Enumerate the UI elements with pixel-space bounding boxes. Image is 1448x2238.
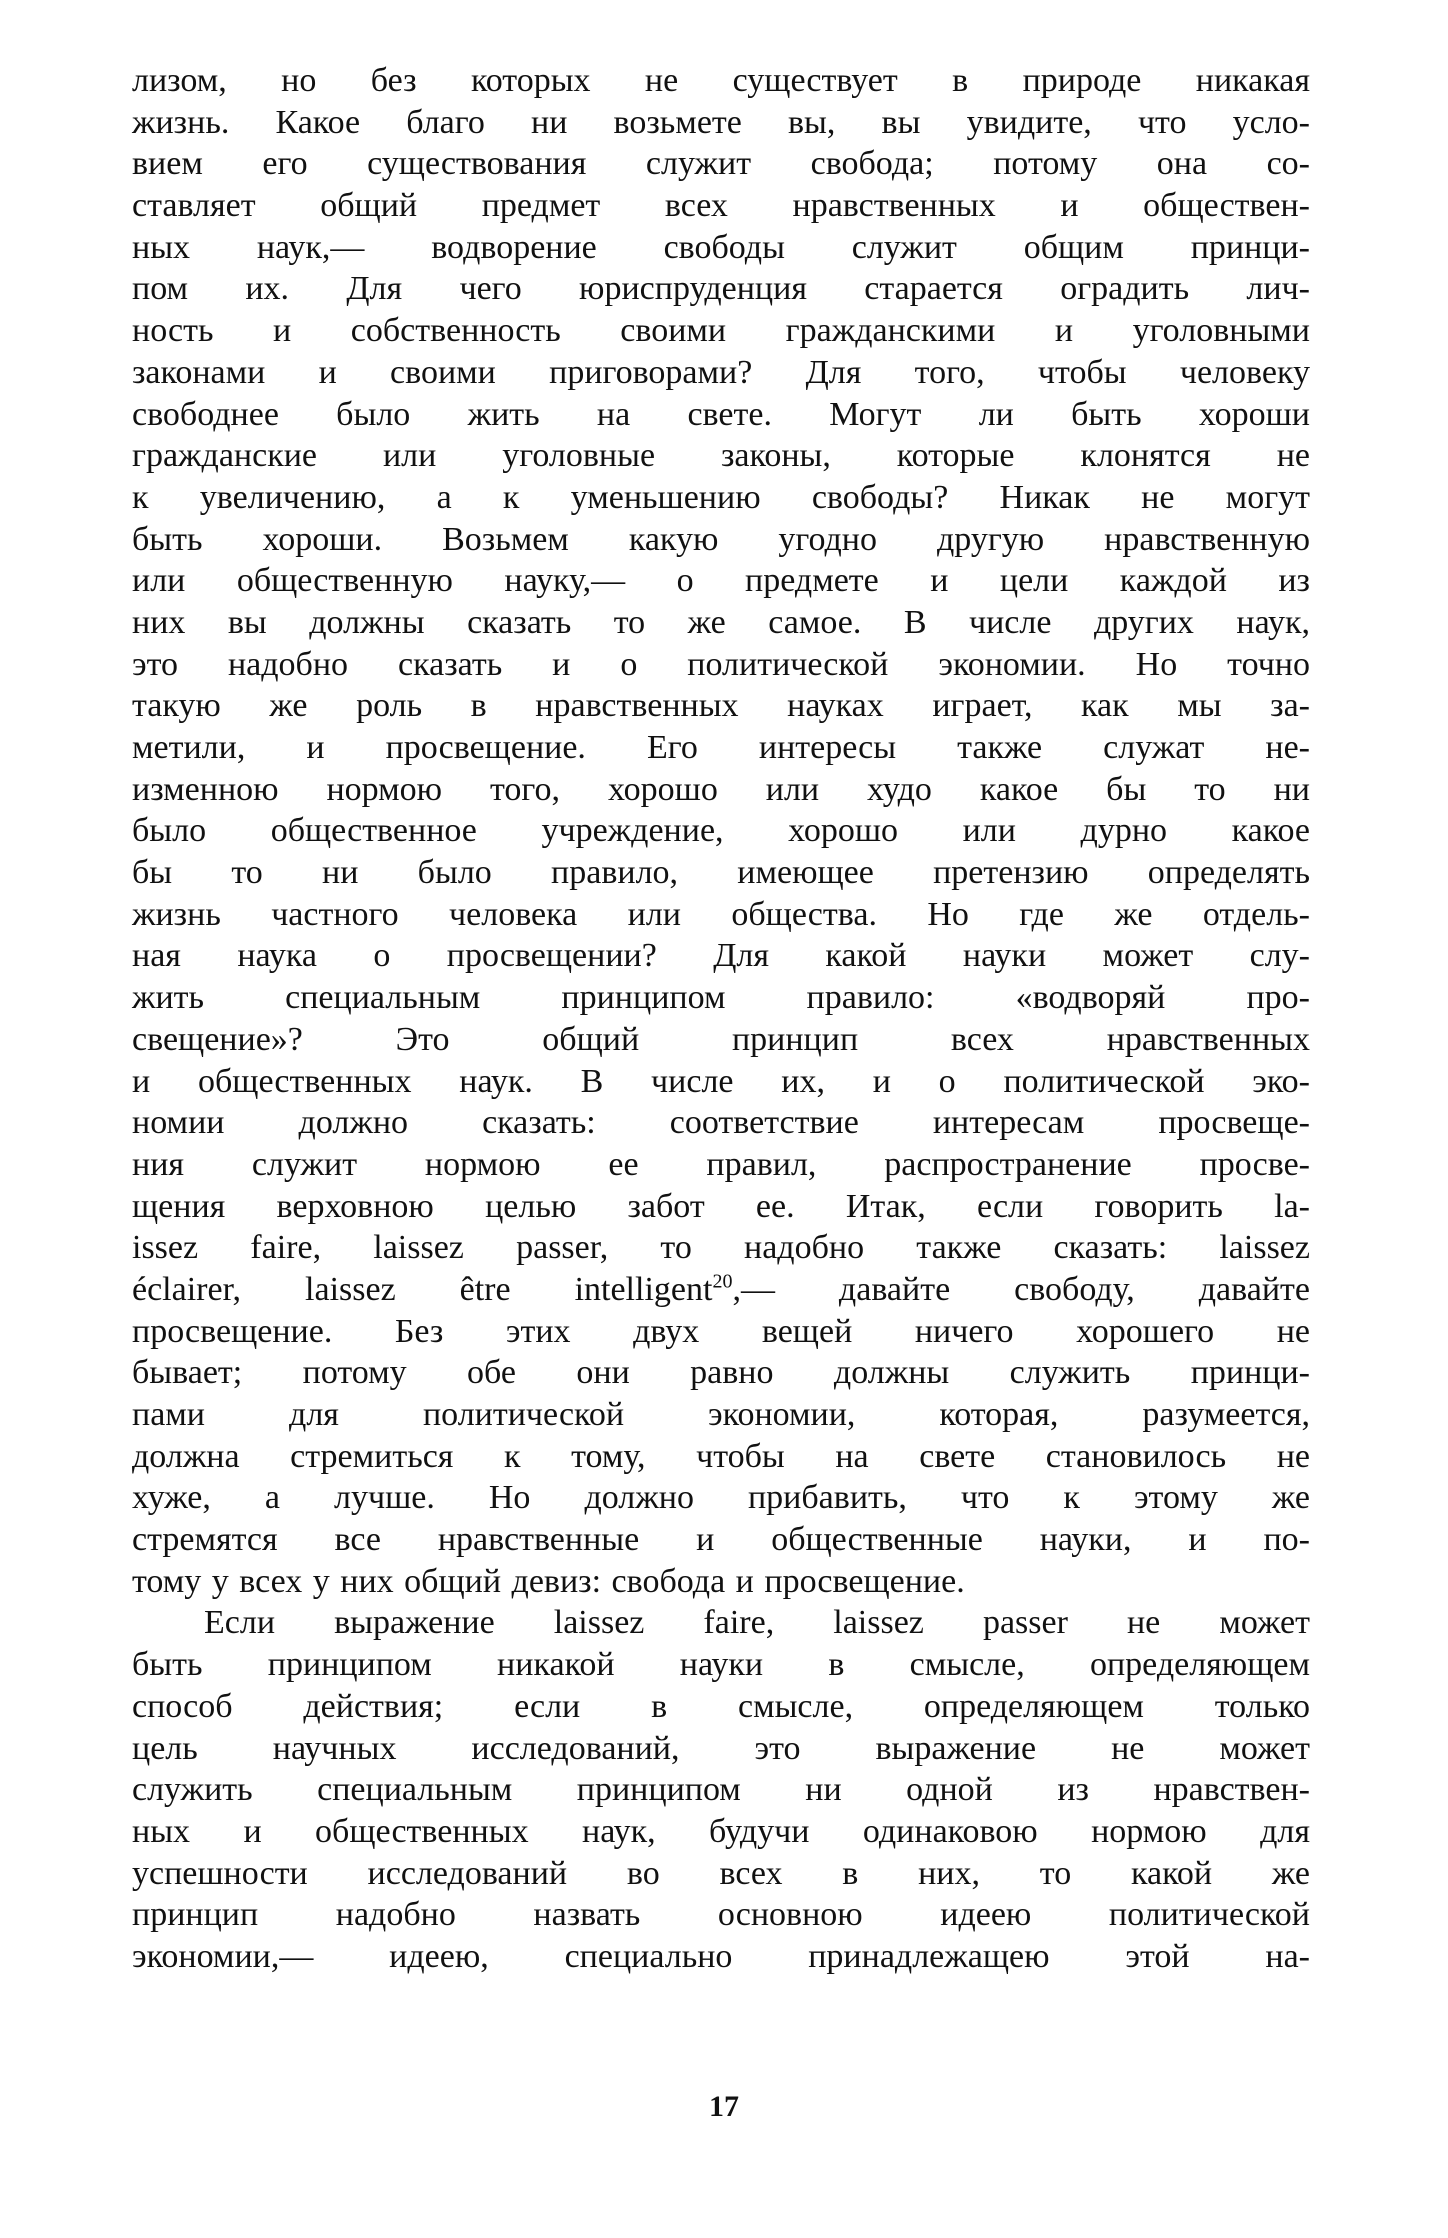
text-line: гражданские или уголовные законы, которые клонятся не <box>132 437 1310 475</box>
text-line: свещение»? Это общий принцип всех нравственных <box>132 1020 1310 1058</box>
text-line: хуже, а лучше. Но должно прибавить, что к этому же <box>132 1479 1310 1517</box>
text-fragment: ,— давайте свободу, давайте <box>732 1270 1310 1308</box>
text-line-with-footnote <box>132 1269 1310 1311</box>
text-line: ставляет общий предмет всех нравственных и обществен- <box>132 187 1310 225</box>
text-line: лизом, но без которых не существует в природе никакая <box>132 62 1310 99</box>
text-line: ных и общественных наук, будучи одинаковою нормою для <box>132 1812 1310 1850</box>
text-line: к увеличению, а к уменьшению свободы? Никак не могут <box>132 478 1310 516</box>
text-line: ния служит нормою ее правил, распространение просве- <box>132 1145 1310 1183</box>
text-line: метили, и просвещение. Его интересы также служат не- <box>132 729 1310 766</box>
text-line: номии должно сказать: соответствие интересам просвеще- <box>132 1104 1310 1142</box>
text-line: цель научных исследований, это выражение не может <box>132 1729 1310 1767</box>
paragraph-2 <box>132 1602 1310 1977</box>
text-line: экономии,— идеею, специально принадлежащею этой на- <box>132 1937 1310 1975</box>
page-body <box>132 60 1310 1978</box>
paragraph-1 <box>132 60 1310 1602</box>
text-line: должна стремиться к тому, чтобы на свете становилось не <box>132 1437 1310 1475</box>
text-line: и общественных наук. В числе их, и о политической эко- <box>132 1062 1310 1100</box>
text-line: изменною нормою того, хорошо или худо какое бы то ни <box>132 770 1310 808</box>
text-fragment: éclairer, laissez être intelligent <box>132 1270 713 1308</box>
text-line: ных наук,— водворение свободы служит общим принци- <box>132 228 1310 266</box>
text-line: вием его существования служит свобода; потому она со- <box>132 145 1310 183</box>
text-line: жить специальным принципом правило: «водворяй про- <box>132 979 1310 1017</box>
text-line: пами для политической экономии, которая, разумеется, <box>132 1396 1310 1433</box>
text-line: служить специальным принципом ни одной из нравствен- <box>132 1771 1310 1809</box>
text-line: быть хороши. Возьмем какую угодно другую нравственную <box>132 520 1310 558</box>
text-line: свободнее было жить на свете. Могут ли быть хороши <box>132 395 1310 433</box>
text-line: ная наука о просвещении? Для какой науки может слу- <box>132 937 1310 975</box>
text-line: ность и собственность своими гражданскими и уголовными <box>132 312 1310 350</box>
text-line: тому у всех у них общий девиз: свобода и просвещение. <box>132 1562 965 1600</box>
text-line: жизнь. Какое благо ни возьмете вы, вы увидите, что усло- <box>132 103 1310 141</box>
text-line: быть принципом никакой науки в смысле, определяющем <box>132 1646 1310 1684</box>
text-line: просвещение. Без этих двух вещей ничего хорошего не <box>132 1312 1310 1350</box>
text-line: или общественную науку,— о предмете и цели каждой из <box>132 562 1310 600</box>
text-line: это надобно сказать и о политической экономии. Но точно <box>132 645 1310 683</box>
text-line: issez faire, laissez passer, то надобно также сказать: laissez <box>132 1229 1310 1267</box>
text-line: Если выражение laissez faire, laissez passer не может <box>204 1604 1310 1642</box>
text-line: пом их. Для чего юриспруденция старается оградить лич- <box>132 270 1310 308</box>
text-line: них вы должны сказать то же самое. В числе других наук, <box>132 603 1310 641</box>
text-line: стремятся все нравственные и общественные науки, и по- <box>132 1521 1310 1559</box>
text-line: бывает; потому обе они равно должны служить принци- <box>132 1354 1310 1392</box>
text-line: жизнь частного человека или общества. Но где же отдель- <box>132 895 1310 933</box>
text-line: было общественное учреждение, хорошо или дурно какое <box>132 812 1310 850</box>
text-line: щения верховною целью забот ее. Итак, если говорить la- <box>132 1187 1310 1225</box>
text-line: принцип надобно назвать основною идеею политической <box>132 1896 1310 1934</box>
text-line: бы то ни было правило, имеющее претензию определять <box>132 854 1310 892</box>
text-line: такую же роль в нравственных науках играет, как мы за- <box>132 687 1310 725</box>
text-line: успешности исследований во всех в них, то какой же <box>132 1854 1310 1892</box>
page-number: 17 <box>709 2090 739 2123</box>
footnote-marker[interactable]: 20 <box>712 1270 733 1293</box>
text-line: законами и своими приговорами? Для того, чтобы человеку <box>132 353 1310 391</box>
text-line: способ действия; если в смысле, определяющем только <box>132 1687 1310 1725</box>
